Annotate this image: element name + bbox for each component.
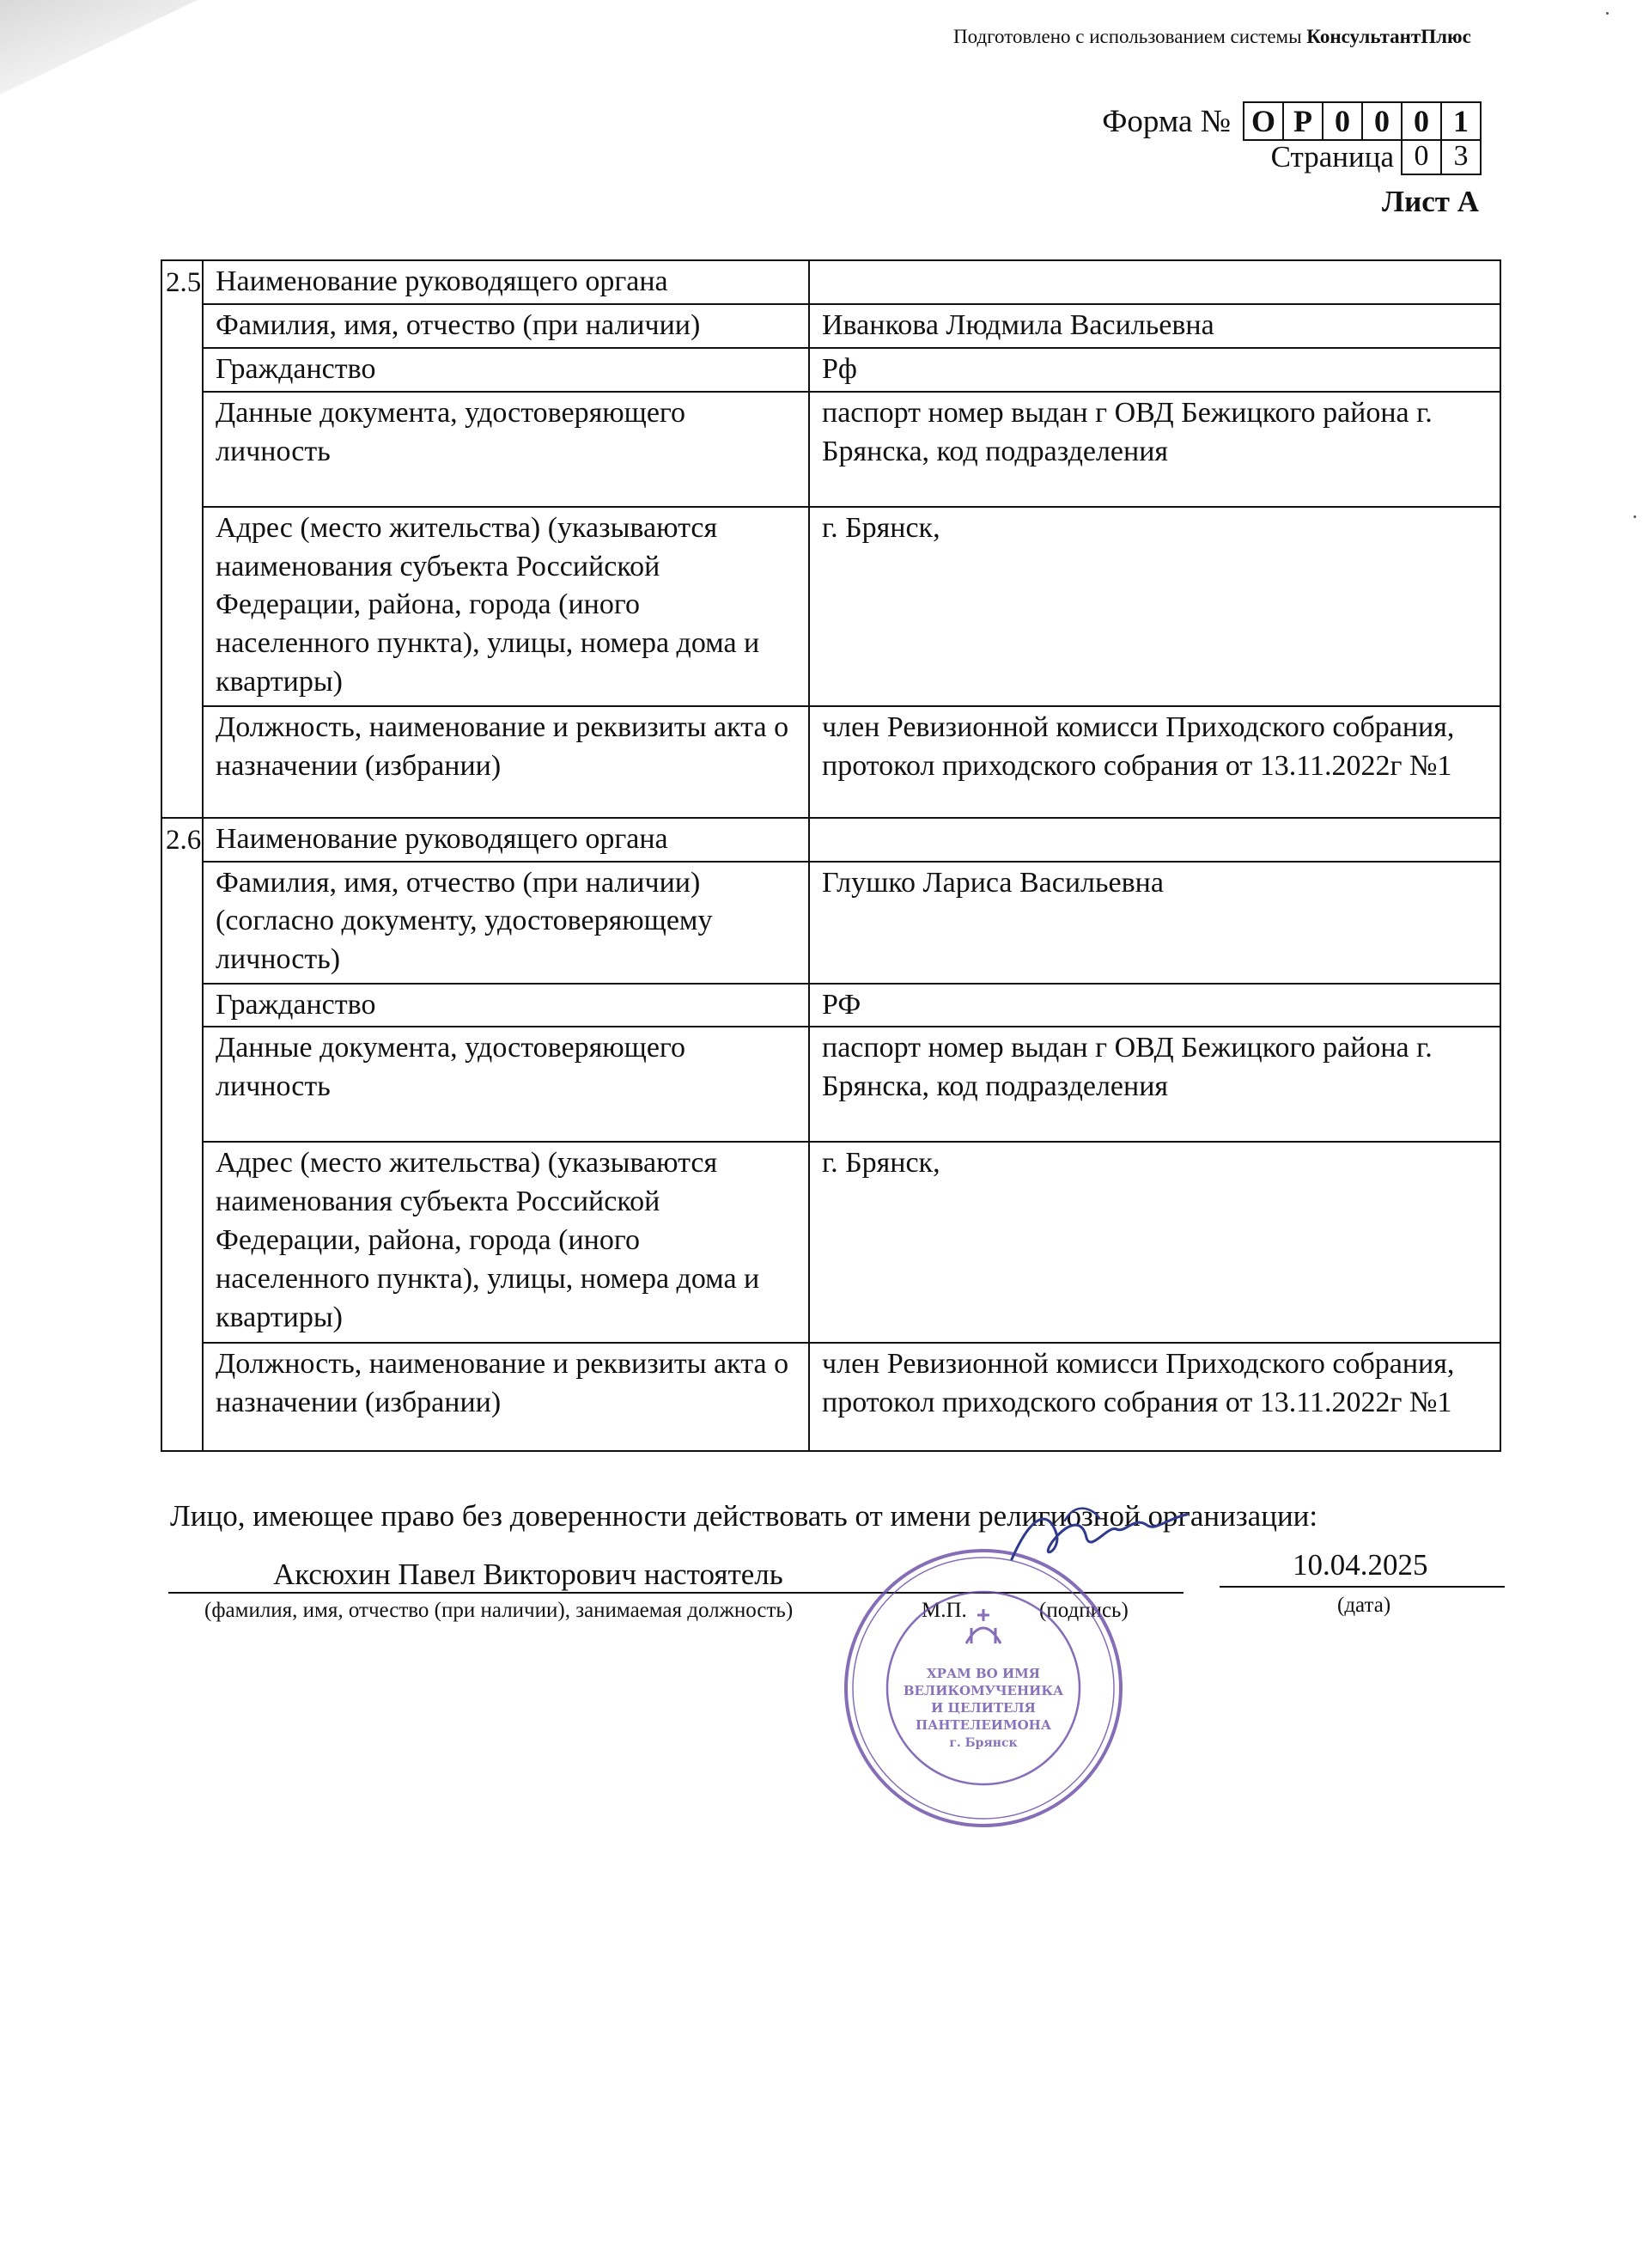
- table-row: [161, 1142, 1500, 1343]
- scan-corner-fold: [0, 0, 198, 94]
- row-label: Адрес (место жительства) (указываются наименования субъекта Российской Федерации, района, города (иного населенного пункта), улицы, номера дома и квартиры): [203, 1142, 809, 1343]
- form-label: Форма №: [1102, 103, 1231, 139]
- caption-mp: М.П.: [922, 1599, 967, 1622]
- page-digit: 3: [1440, 139, 1480, 174]
- section-number: 2.6: [161, 818, 203, 1452]
- sheet-label: Лист А: [1382, 185, 1479, 218]
- caption-fio: (фамилия, имя, отчество (при наличии), занимаемая должность): [204, 1599, 794, 1622]
- svg-text:ВЕЛИКОМУЧЕНИКА: ВЕЛИКОМУЧЕНИКА: [903, 1683, 1064, 1698]
- table-row: [161, 862, 1500, 984]
- prepared-note: [953, 26, 1471, 48]
- page-digit: 0: [1414, 140, 1429, 172]
- form-code-char: 0: [1361, 103, 1401, 139]
- svg-text:г. Брянск: г. Брянск: [949, 1736, 1018, 1750]
- table-row: [161, 392, 1500, 507]
- svg-text:ХРАМ ВО ИМЯ: ХРАМ ВО ИМЯ: [927, 1666, 1040, 1681]
- row-value: [809, 818, 1500, 862]
- row-label: Гражданство: [203, 984, 809, 1027]
- table-row: [161, 706, 1500, 818]
- section-number: 2.5: [161, 260, 203, 818]
- row-value: паспорт номер выдан г ОВД Бежицкого района г. Брянска, код подразделения: [809, 1027, 1500, 1142]
- svg-text:И ЦЕЛИТЕЛЯ: И ЦЕЛИТЕЛЯ: [931, 1700, 1036, 1716]
- row-label: Фамилия, имя, отчество (при наличии) (согласно документу, удостоверяющему личность): [203, 862, 809, 984]
- table-row: [161, 1027, 1500, 1142]
- caption-date: (дата): [1337, 1594, 1391, 1617]
- row-value: паспорт номер выдан г ОВД Бежицкого района г. Брянска, код подразделения: [809, 392, 1500, 507]
- row-label: Должность, наименование и реквизиты акта о назначении (избрании): [203, 1343, 809, 1451]
- prepared-text: Подготовлено с использованием системы: [953, 26, 1307, 47]
- row-label: Наименование руководящего органа: [203, 260, 809, 304]
- leadership-table: [161, 259, 1501, 1452]
- row-label: Фамилия, имя, отчество (при наличии): [203, 304, 809, 348]
- row-value: г. Брянск,: [809, 507, 1500, 706]
- table-row: [161, 304, 1500, 348]
- scan-speck: [1634, 515, 1636, 518]
- row-value: член Ревизионной комисси Приходского собрания, протокол приходского собрания от 13.11.2022г №1: [809, 706, 1500, 818]
- table-row: [161, 507, 1500, 706]
- svg-text:ПАНТЕЛЕИМОНА: ПАНТЕЛЕИМОНА: [915, 1717, 1052, 1733]
- table-row: [161, 984, 1500, 1027]
- form-code-char: Р: [1282, 103, 1322, 139]
- handwritten-signature-icon: [1005, 1499, 1194, 1576]
- form-code-char: 1: [1440, 103, 1480, 139]
- row-value: Глушко Лариса Васильевна: [809, 862, 1500, 984]
- row-value: член Ревизионной комисси Приходского собрания, протокол приходского собрания от 13.11.2022г №1: [809, 1343, 1500, 1451]
- table-row: [161, 348, 1500, 392]
- form-code-cells: [1243, 101, 1482, 141]
- row-label: Данные документа, удостоверяющего личность: [203, 1027, 809, 1142]
- row-value: г. Брянск,: [809, 1142, 1500, 1343]
- row-label: Наименование руководящего органа: [203, 818, 809, 862]
- table-row: [161, 818, 1500, 862]
- date-rule: [1220, 1586, 1505, 1588]
- row-label: Данные документа, удостоверяющего личность: [203, 392, 809, 507]
- page-number-cells: [1401, 139, 1482, 175]
- row-label: Адрес (место жительства) (указываются наименования субъекта Российской Федерации, района, города (иного населенного пункта), улицы, номера дома и квартиры): [203, 507, 809, 706]
- page-number-row: [1271, 139, 1482, 175]
- table-row: [161, 260, 1500, 304]
- caption-signature: (подпись): [1039, 1599, 1129, 1622]
- row-value: РФ: [809, 984, 1500, 1027]
- row-label: Должность, наименование и реквизиты акта о назначении (избрании): [203, 706, 809, 818]
- signature-date: 10.04.2025: [1293, 1548, 1428, 1582]
- row-value: [809, 260, 1500, 304]
- scan-speck: [1606, 12, 1609, 15]
- row-value: Иванкова Людмила Васильевна: [809, 304, 1500, 348]
- organization-seal-icon: [837, 1542, 1129, 1834]
- form-code-char: 0: [1401, 103, 1440, 139]
- form-code-char: 0: [1322, 103, 1361, 139]
- table-row: [161, 1343, 1500, 1451]
- row-label: Гражданство: [203, 348, 809, 392]
- prepared-brand: КонсультантПлюс: [1306, 26, 1471, 47]
- row-value: Рф: [809, 348, 1500, 392]
- form-code-char: О: [1250, 104, 1275, 138]
- authority-line: Лицо, имеющее право без доверенности действовать от имени религиозной организации:: [170, 1499, 1318, 1533]
- form-number-row: [1102, 101, 1482, 141]
- page-label: Страница: [1270, 140, 1394, 174]
- signer-name: Аксюхин Павел Викторович настоятель: [273, 1558, 783, 1591]
